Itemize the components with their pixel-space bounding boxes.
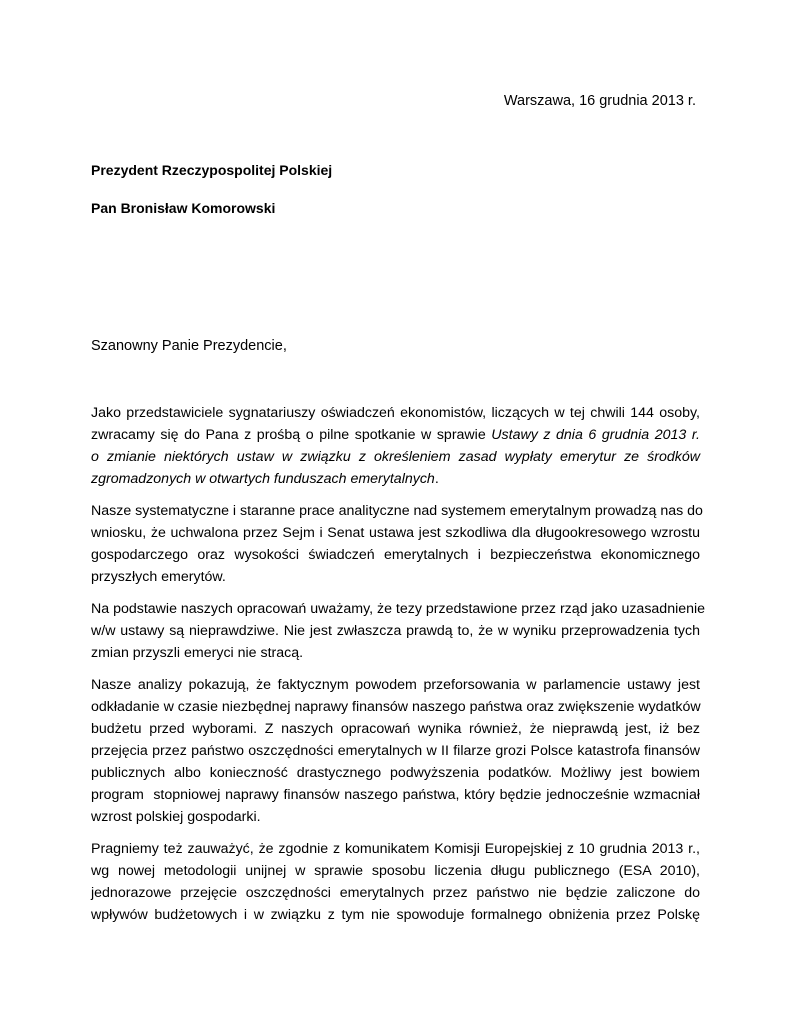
text-line	[91, 424, 700, 446]
text-line: gospodarczego oraz wysokości świadczeń emerytalnych i bezpieczeństwa ekonomicznego	[91, 547, 700, 563]
paragraph-eu-methodology	[91, 838, 700, 926]
recipient-name: Pan Bronisław Komorowski	[91, 200, 276, 216]
text-span: zwracamy się do Pana z prośbą o pilne spotkanie w sprawie	[91, 427, 492, 443]
text-line: przejęcia przez państwo oszczędności emerytalnych w II filarze grozi Polsce katastrofa finansów	[91, 743, 700, 759]
paragraph-claims	[91, 598, 706, 664]
text-line: przyszłych emerytów.	[91, 569, 226, 585]
letter-date: Warszawa, 16 grudnia 2013 r.	[503, 93, 696, 109]
text-line	[91, 468, 700, 490]
text-line: w/w ustawy są nieprawdziwe. Nie jest zwłaszcza prawdą to, że w wyniku przeprowadzenia tych	[91, 623, 700, 639]
text-line: publicznych albo konieczność drastycznego podwyższenia podatków. Możliwy jest bowiem	[91, 765, 700, 781]
text-line: wg nowej metodologii unijnej w sprawie sposobu liczenia długu publicznego (ESA 2010),	[91, 863, 700, 879]
text-line: budżetu przed wyborami. Z naszych opracowań wynika również, że nieprawdą jest, iż bez	[91, 721, 700, 737]
act-title-italic: zgromadzonych w otwartych funduszach emerytalnych	[91, 471, 435, 487]
text-line: zmian przyszli emeryci nie stracą.	[91, 645, 304, 661]
text-line: Pragniemy też zauważyć, że zgodnie z komunikatem Komisji Europejskiej z 10 grudnia 2013 r.,	[91, 841, 700, 857]
text-line: wpływów budżetowych i w związku z tym nie spowoduje formalnego obniżenia przez Polskę	[91, 907, 700, 923]
text-line: Nasze analizy pokazują, że faktycznym powodem przeforsowania w parlamencie ustawy jest	[91, 677, 700, 693]
text-line: wzrost polskiej gospodarki.	[91, 809, 261, 825]
text-line: Jako przedstawiciele sygnatariuszy oświadczeń ekonomistów, liczących w tej chwili 144 osoby,	[91, 405, 700, 421]
text-line: Na podstawie naszych opracowań uważamy, że tezy przedstawione przez rząd jako uzasadnienie	[91, 601, 706, 617]
paragraph-analysis	[91, 500, 703, 588]
text-line: odkładanie w czasie niezbędnej naprawy finansów naszego państwa oraz zwiększenie wydatków	[91, 699, 701, 715]
text-line: program stopniowej naprawy finansów naszego państwa, który będzie jednocześnie wzmacniał	[91, 787, 700, 803]
act-title-italic: Ustawy z dnia 6 grudnia 2013 r.	[491, 427, 700, 443]
paragraph-reasons	[91, 674, 700, 828]
text-line: wniosku, że uchwalona przez Sejm i Senat ustawa jest szkodliwa dla długookresowego wzrostu	[91, 525, 700, 541]
paragraph-request	[91, 402, 700, 490]
letter-body	[91, 402, 706, 936]
act-title-italic: o zmianie niektórych ustaw w związku z określeniem zasad wypłaty emerytur ze środków	[91, 449, 700, 465]
text-span: .	[434, 471, 439, 487]
recipient-title: Prezydent Rzeczypospolitej Polskiej	[91, 162, 333, 178]
text-line: Nasze systematyczne i staranne prace analityczne nad systemem emerytalnym prowadzą nas do	[91, 503, 703, 519]
text-line: jednorazowe przejęcie oszczędności emerytalnych przez państwo nie będzie zaliczone do	[91, 885, 700, 901]
salutation: Szanowny Panie Prezydencie,	[91, 338, 287, 354]
